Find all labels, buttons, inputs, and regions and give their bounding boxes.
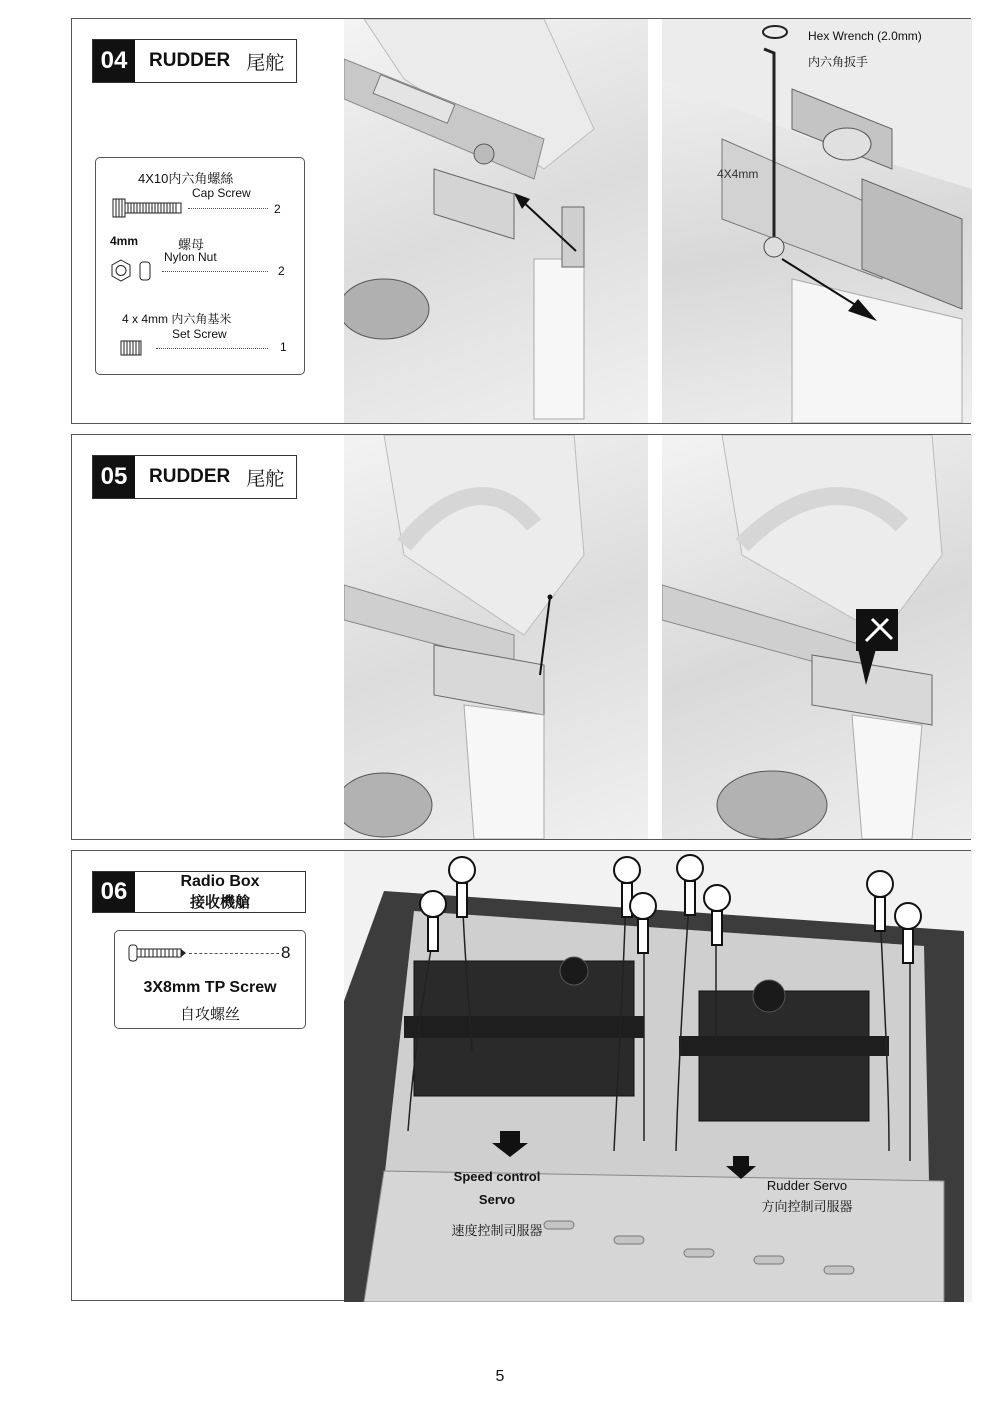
- tool-label-en: Hex Wrench (2.0mm): [808, 29, 922, 43]
- step-title: Radio Box: [180, 872, 260, 890]
- step-title-cn: 尾舵: [246, 52, 285, 74]
- step-04-panel: [71, 18, 971, 424]
- part-qty: 8: [281, 943, 291, 962]
- part-name-cn: 螺母: [178, 237, 205, 252]
- step-number: 06: [93, 872, 135, 912]
- tool-label-cn: 内六角扳手: [808, 55, 869, 69]
- step-number: 04: [93, 40, 135, 82]
- step-number: 05: [93, 456, 135, 498]
- parts-list: [114, 930, 306, 1029]
- cap-screw-icon: [112, 196, 184, 220]
- part-qty: 2: [274, 202, 281, 216]
- part-name-cn: 自攻螺丝: [179, 1006, 240, 1023]
- step-title: RUDDER: [149, 466, 231, 487]
- part-name-cn: 4X10内六角螺絲: [138, 171, 234, 186]
- parts-list: [95, 157, 305, 375]
- speed-servo-label-en-1: Speed control: [453, 1169, 541, 1184]
- set-screw-icon: [120, 338, 144, 358]
- step-title-cn: 尾舵: [246, 468, 285, 490]
- part-name-en: 3X8mm TP Screw: [143, 979, 277, 996]
- part-size-cn: 4 x 4mm 内六角基米: [122, 312, 232, 326]
- part-qty: 2: [278, 264, 285, 278]
- nylon-nut-icon: [110, 258, 156, 284]
- step-04-header: [92, 39, 297, 83]
- radio-box-photo: [344, 851, 972, 1302]
- part-name-en: Nylon Nut: [164, 250, 217, 264]
- step-05-panel: [71, 434, 971, 840]
- step-06-panel: [71, 850, 971, 1301]
- linkage-rod-photo: [344, 435, 648, 839]
- rudder-servo-label-en: Rudder Servo: [766, 1178, 848, 1193]
- step-title-cn: 接收機艙: [189, 893, 250, 911]
- step-title: RUDDER: [149, 50, 231, 71]
- rudder-servo-label-cn: 方向控制司服器: [761, 1199, 853, 1214]
- speed-servo-label-cn: 速度控制司服器: [451, 1223, 543, 1238]
- step-05-header: [92, 455, 297, 499]
- page-number: 5: [495, 1368, 505, 1385]
- part-size: 4mm: [110, 234, 139, 248]
- tp-screw-icon: [127, 943, 187, 963]
- step-06-header: [92, 871, 306, 913]
- rudder-assembly-photo: [344, 19, 648, 423]
- part-name-en: Set Screw: [172, 327, 227, 341]
- cut-rod-photo: [662, 435, 972, 839]
- part-qty: 1: [280, 340, 287, 354]
- speed-servo-label-en-2: Servo: [478, 1192, 516, 1207]
- set-screw-photo: [662, 19, 972, 423]
- part-label: 4X4mm: [717, 167, 759, 181]
- part-name-en: Cap Screw: [192, 186, 251, 200]
